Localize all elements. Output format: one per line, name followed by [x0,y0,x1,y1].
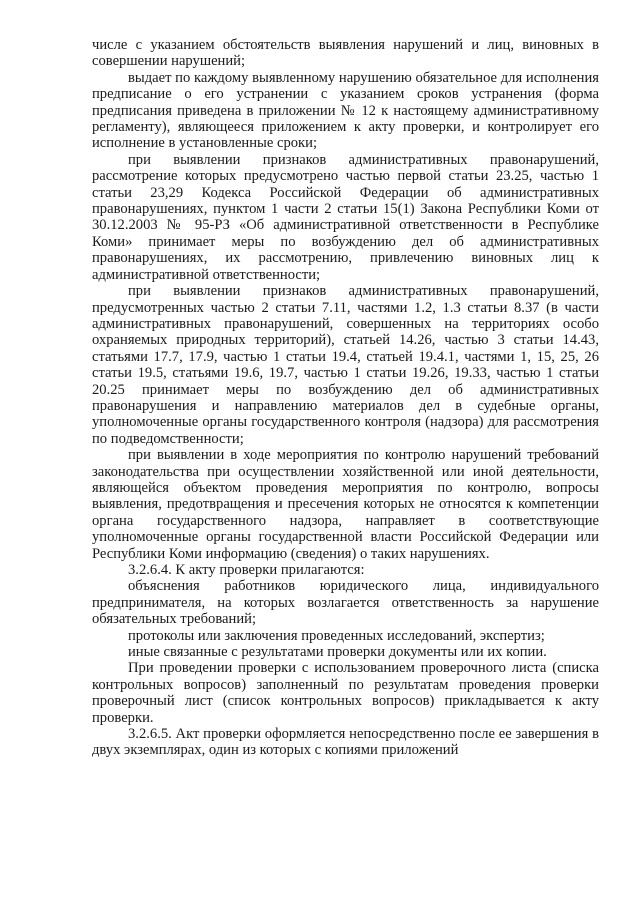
paragraph-other-documents: иные связанные с результатами проверки документы или их копии. [128,644,547,661]
paragraph-other-violations: при выявлении в ходе мероприятия по контролю нарушений требований законодательства при осуществлении хозяйственной или иной деятельности, являющейся объектом проведения мероприятия по контролю, вопросы выявления, предотвращения и пресечения которых не относятся к компетенции органа государственного надзора, направляет в соответствующие уполномоченные органы государственной власти Российской Федерации или Республики Коми информацию (сведения) о таких нарушениях. [92,447,599,562]
paragraph-section-3-2-6-5: 3.2.6.5. Акт проверки оформляется непосредственно после ее завершения в двух экземплярах, один из которых с копиями приложений [92,726,599,759]
paragraph-issues-order: выдает по каждому выявленному нарушению обязательное для исполнения предписание о его устранении с указанием сроков устранения (форма предписания приведена в приложении № 12 к настоящему административному регламенту), являющееся приложением к акту проверки, и контролирует его исполнение в установленные сроки; [92,69,599,152]
paragraph-checklist: При проведении проверки с использованием проверочного листа (списка контрольных вопросов) заполненный по результатам проведения проверки проверочный лист (список контрольных вопросов) прикладывается к акту проверки. [92,660,599,726]
paragraph-protocols: протоколы или заключения проведенных исследований, экспертиз; [128,627,545,644]
paragraph-section-3-2-6-4: 3.2.6.4. К акту проверки прилагаются: [128,562,365,578]
paragraph-admin-offenses-23-25: при выявлении признаков административных правонарушений, рассмотрение которых предусмотрено частью первой статьи 23.25, частью 1 статьи 23,29 Кодекса Российской Федерации об административных правонарушениях, пунктом 1 части 2 статьи 15(1) Закона Республики Коми от 30.12.2003 № 95-РЗ «Об административной ответственности в Республике Коми» принимает меры по возбуждению дел об административных правонарушениях, их рассмотрению, привлечению виновных лиц к административной ответственности; [92,151,599,283]
paragraph-violations-circumstances: числе с указанием обстоятельств выявления нарушений и лиц, виновных в совершении нарушений; [92,37,599,70]
paragraph-explanations: объяснения работников юридического лица, индивидуального предпринимателя, на которых возлагается ответственность за нарушение обязательных требований; [92,578,599,628]
document-page [92,37,599,759]
paragraph-admin-offenses-7-11: при выявлении признаков административных правонарушений, предусмотренных частью 2 статьи 7.11, частями 1.2, 1.3 статьи 8.37 (в части административных правонарушений, совершенных на территориях особо охраняемых природных территорий), статьей 14.26, частью 3 статьи 14.43, статьями 17.7, 17.9, частью 1 статьи 19.4, статьей 19.4.1, частями 1, 15, 25, 26 статьи 19.5, статьями 19.6, 19.7, частью 1 статьи 19.26, 19.33, частью 1 статьи 20.25 принимает меры по возбуждению дел об административных правонарушения и направлению материалов дел в судебные органы, уполномоченные органы государственного контроля (надзора) для рассмотрения по подведомственности; [92,283,599,447]
